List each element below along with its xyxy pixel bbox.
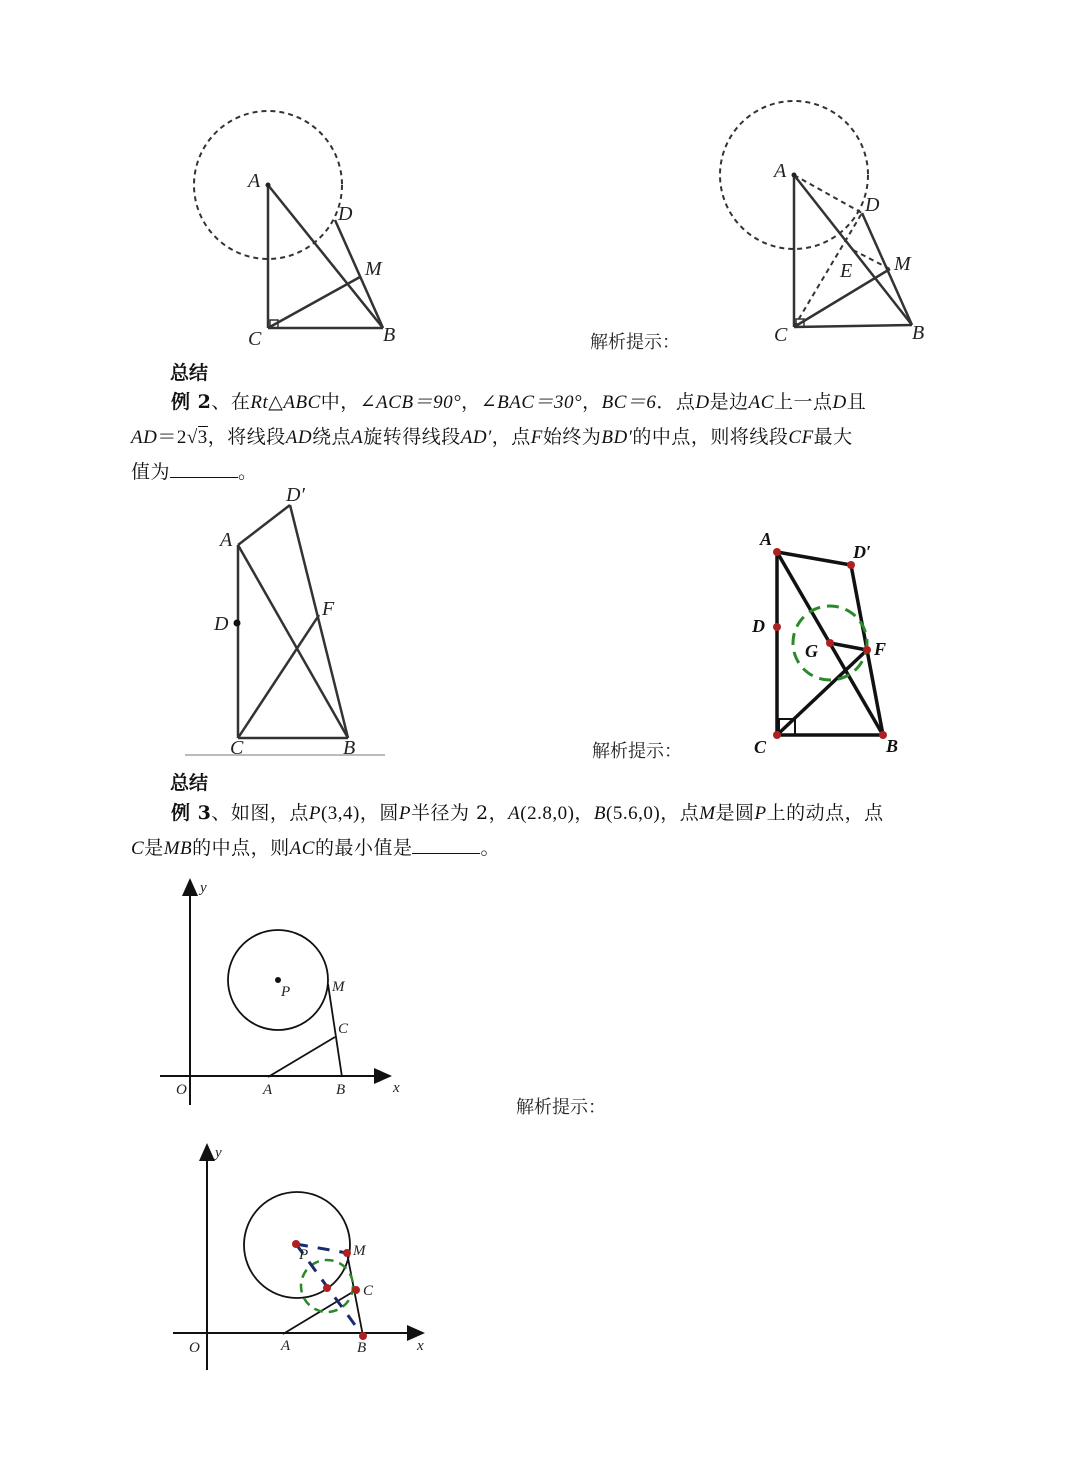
ex3-t11: 。 — [480, 837, 500, 859]
ex3-mb: MB — [163, 838, 193, 859]
fig1b-label-m: M — [894, 253, 911, 275]
ex2-t2: ．点 — [656, 391, 696, 413]
fig3b-label-m: M — [353, 1243, 366, 1259]
ex3-m: M — [699, 803, 716, 824]
fig2a-label-c: C — [230, 737, 244, 759]
figure1-right — [700, 95, 960, 355]
ex2-ad2: AD — [285, 427, 313, 448]
fig3b-label-c: C — [363, 1283, 374, 1299]
figure1-left — [180, 95, 440, 355]
ex2-d: D — [695, 392, 710, 413]
sqrt-icon: √ — [186, 427, 198, 448]
ex2-t8: 旋转得线段 — [363, 426, 461, 448]
ex2-c1: ， — [461, 391, 481, 413]
fig1b-label-b: B — [912, 322, 925, 344]
ex3-t5: ，点 — [660, 802, 700, 824]
figure3-top — [150, 870, 410, 1110]
example2-text — [131, 385, 943, 489]
ex2-t13: 值为 — [131, 461, 171, 483]
fig2b-label-a: A — [760, 529, 773, 549]
ex3-t4: ， — [574, 802, 594, 824]
ex2-d2: D — [832, 392, 847, 413]
ex2-tri: △ABC — [268, 392, 321, 413]
ex2-ac: AC — [748, 392, 774, 413]
ex3-p3: P — [754, 803, 767, 824]
ex2-t5: 且 — [846, 391, 867, 413]
ex3-p: P — [308, 803, 321, 824]
ex3-t6: 是圆 — [715, 802, 755, 824]
fig3a-label-p: P — [281, 984, 291, 1000]
ex3-p-coord: (3,4) — [320, 803, 360, 824]
answer-blank-2 — [170, 459, 238, 478]
answer-blank-3 — [412, 835, 480, 854]
ex2-f: F — [530, 427, 543, 448]
ex3-b: B — [593, 803, 607, 824]
ex2-a: A — [351, 427, 364, 448]
ex2-t6: ，将线段 — [207, 426, 286, 448]
ex2-t11: 的中点，则将线段 — [632, 426, 789, 448]
ex3-ac: AC — [289, 838, 315, 859]
ex2-bc: BC＝6 — [601, 392, 657, 413]
fig3a-label-x: x — [393, 1080, 400, 1096]
ex2-sqrt3: 3 — [197, 427, 208, 448]
ex2-c2: ， — [582, 391, 602, 413]
ex2-cf: CF — [788, 427, 814, 448]
example3-text — [131, 796, 943, 866]
fig2a-label-f: F — [322, 598, 335, 620]
ex3-t9: 的中点，则 — [192, 837, 290, 859]
example2-title: 例 2 — [171, 391, 212, 413]
ex2-rt: Rt — [250, 392, 269, 413]
ex2-t9: ，点 — [491, 426, 531, 448]
summary-heading-1: 总结 — [170, 362, 209, 384]
fig2a-label-a: A — [220, 529, 233, 551]
fig2b-label-b: B — [886, 736, 899, 756]
fig3b-label-o: O — [189, 1340, 200, 1356]
ex2-t3: 是边 — [709, 391, 749, 413]
ex3-t2: ，圆 — [359, 802, 399, 824]
hint-label-2: 解析提示： — [592, 741, 682, 762]
ex3-b-coord: (5.6,0) — [606, 803, 661, 824]
ex2-t1: 中， — [320, 391, 360, 413]
ex2-eq: ＝2 — [157, 427, 187, 448]
summary-heading-2: 总结 — [170, 772, 209, 794]
ex2-bdp: BD′ — [601, 427, 633, 448]
hint-label-1: 解析提示： — [590, 332, 680, 353]
figure2-right — [740, 525, 920, 765]
ex2-angle-bac: ∠BAC＝30° — [480, 392, 583, 413]
ex3-t3: 半径为 2， — [411, 802, 509, 824]
hint-label-3: 解析提示： — [516, 1097, 606, 1118]
fig3b-label-b: B — [357, 1340, 367, 1356]
fig2b-label-d: D — [752, 616, 765, 636]
fig3b-label-a: A — [281, 1338, 291, 1354]
ex2-angle-acb: ∠ACB＝90° — [359, 392, 462, 413]
fig3a-label-o: O — [176, 1082, 187, 1098]
fig1b-label-c: C — [774, 324, 788, 346]
ex2-t: 、在 — [211, 391, 251, 413]
ex3-a: A — [508, 803, 521, 824]
ex2-t10: 始终为 — [542, 426, 602, 448]
ex2-t4: 上一点 — [773, 391, 833, 413]
fig2a-label-b: B — [343, 737, 356, 759]
ex3-t7: 上的动点，点 — [766, 802, 884, 824]
fig2a-label-d: D — [214, 613, 229, 635]
ex2-t12: 最大 — [813, 426, 853, 448]
fig1a-label-b: B — [383, 324, 396, 346]
figure3-bottom — [165, 1135, 445, 1375]
ex2-t14: 。 — [238, 461, 258, 483]
ex2-adp: AD′ — [460, 427, 492, 448]
fig3a-label-a: A — [263, 1082, 273, 1098]
fig1a-label-a: A — [248, 170, 261, 192]
example3-title: 例 3 — [171, 802, 212, 824]
fig1a-label-d: D — [338, 203, 353, 225]
ex3-t1: 、如图，点 — [211, 802, 309, 824]
fig1b-label-a: A — [774, 160, 787, 182]
fig3a-label-m: M — [332, 979, 345, 995]
fig1a-label-m: M — [365, 258, 382, 280]
fig2b-label-dp: D′ — [853, 542, 872, 562]
fig2a-label-dp: D′ — [286, 484, 305, 506]
fig3a-label-c: C — [338, 1021, 349, 1037]
fig1b-label-e: E — [840, 260, 853, 282]
fig3b-label-p: P — [299, 1247, 309, 1263]
figure2-left — [180, 485, 400, 760]
ex3-p2: P — [398, 803, 411, 824]
ex3-t8: 是 — [144, 837, 164, 859]
fig2b-label-g: G — [805, 641, 818, 661]
fig2b-label-f: F — [874, 639, 887, 659]
ex2-ad: AD — [131, 427, 158, 448]
fig2b-label-c: C — [754, 737, 767, 757]
fig3b-label-y: y — [215, 1145, 222, 1161]
fig3b-label-x: x — [417, 1338, 424, 1354]
fig1a-label-c: C — [248, 328, 262, 350]
ex3-a-coord: (2.8,0) — [520, 803, 575, 824]
ex3-t10: 的最小值是 — [314, 837, 413, 859]
ex3-c: C — [131, 838, 145, 859]
fig3a-label-y: y — [200, 880, 207, 896]
ex2-t7: 绕点 — [312, 426, 352, 448]
fig1b-label-d: D — [865, 194, 880, 216]
fig3a-label-b: B — [336, 1082, 346, 1098]
